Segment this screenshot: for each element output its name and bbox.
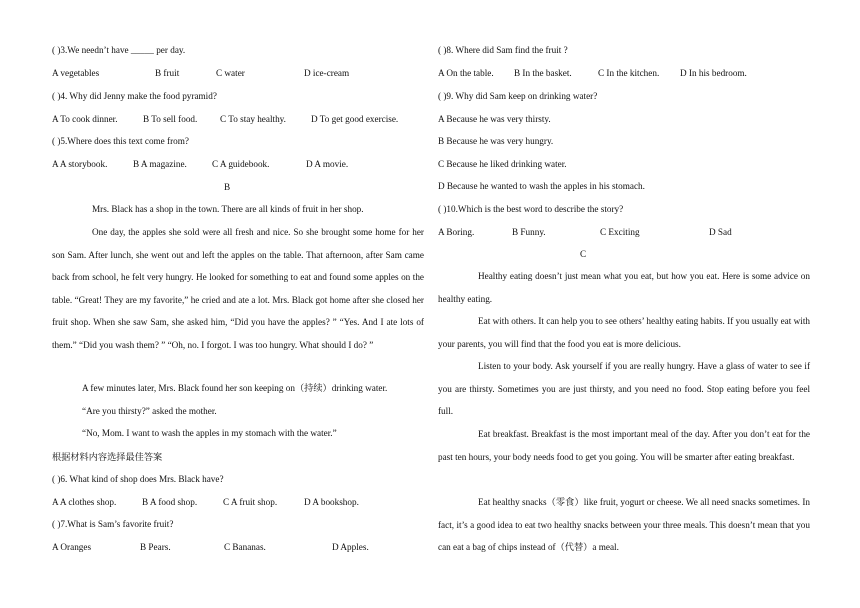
question-4-option-c: C To stay healthy. bbox=[220, 114, 286, 124]
story-paragraph-4: “Are you thirsty?” asked the mother. bbox=[82, 406, 217, 416]
story-paragraph-5: “No, Mom. I want to wash the apples in my stomach with the water.” bbox=[82, 428, 337, 438]
question-3-option-a: A vegetables bbox=[52, 68, 100, 78]
question-7-option-c: C Bananas. bbox=[224, 542, 266, 552]
question-7-stem: ( )7.What is Sam’s favorite fruit? bbox=[52, 519, 174, 529]
text-c-paragraph-3: Listen to your body. Ask yourself if you are really hungry. Have a glass of water to see if you are thirsty. Sometimes you are just thirsty, and you need no food. Stop eating before you feel full. bbox=[438, 361, 810, 417]
question-7-option-b: B Pears. bbox=[140, 542, 171, 552]
question-8-option-c: C In the kitchen. bbox=[598, 68, 660, 78]
question-3-option-c: C water bbox=[216, 68, 245, 78]
question-10-option-b: B Funny. bbox=[512, 227, 546, 237]
question-9-option-d: D Because he wanted to wash the apples in his stomach. bbox=[438, 181, 645, 191]
question-9-stem: ( )9. Why did Sam keep on drinking water? bbox=[438, 91, 598, 101]
question-9-option-c: C Because he liked drinking water. bbox=[438, 159, 567, 169]
story-paragraph-2: One day, the apples she sold were all fresh and nice. So she brought some home for her son Sam. After lunch, she went out and left the apples on the table. That afternoon, after Sam came back from school, he felt very hungry. He looked for something to eat and found some apples on the table. “Great! They are my favorite,” he cried and ate a lot. Mrs. Black got home after she closed her fruit shop. When she saw Sam, she asked him, “Did you have the apples? ” “Yes. And I ate lots of them.” “Did you wash them? ” “Oh, no. I forgot. I was too hungry. What should I do? ” bbox=[52, 227, 424, 350]
text-c-paragraph-2: Eat with others. It can help you to see others’ healthy eating habits. If you usually eat with your parents, you will find that the food you eat is more delicious. bbox=[438, 316, 810, 349]
question-6-option-c: C A fruit shop. bbox=[223, 497, 278, 507]
question-4-stem: ( )4. Why did Jenny make the food pyramid? bbox=[52, 91, 217, 101]
section-b-heading: B bbox=[224, 182, 231, 192]
question-10-option-a: A Boring. bbox=[438, 227, 475, 237]
question-6-option-a: A A clothes shop. bbox=[52, 497, 117, 507]
question-10-stem: ( )10.Which is the best word to describe the story? bbox=[438, 204, 624, 214]
question-8-option-b: B In the basket. bbox=[514, 68, 572, 78]
question-4-option-b: B To sell food. bbox=[143, 114, 198, 124]
question-5-option-c: C A guidebook. bbox=[212, 159, 270, 169]
question-5-option-d: D A movie. bbox=[306, 159, 349, 169]
question-8-stem: ( )8. Where did Sam find the fruit ? bbox=[438, 45, 568, 55]
question-9-option-a: A Because he was very thirsty. bbox=[438, 114, 551, 124]
question-5-option-b: B A magazine. bbox=[133, 159, 187, 169]
question-4-option-d: D To get good exercise. bbox=[311, 114, 399, 124]
question-8-option-d: D In his bedroom. bbox=[680, 68, 747, 78]
instruction-text: 根据材料内容选择最佳答案 bbox=[52, 452, 163, 462]
question-8-option-a: A On the table. bbox=[438, 68, 494, 78]
question-9-option-b: B Because he was very hungry. bbox=[438, 136, 554, 146]
text-c-paragraph-4: Eat breakfast. Breakfast is the most important meal of the day. After you don’t eat for the past ten hours, your body needs food to get you going. You will be smarter after eating breakfast. bbox=[438, 429, 810, 462]
text-c-paragraph-5: Eat healthy snacks（零食）like fruit, yogurt or cheese. We all need snacks sometimes. In fact, it’s a good idea to eat two healthy snacks between your three meals. This doesn’t mean that you can eat a bag of chips instead of（代替）a meal. bbox=[438, 497, 810, 553]
question-10-option-d: D Sad bbox=[709, 227, 732, 237]
question-3-stem: ( )3.We needn’t have _____ per day. bbox=[52, 45, 186, 55]
section-c-heading: C bbox=[580, 249, 587, 259]
question-5-option-a: A A storybook. bbox=[52, 159, 108, 169]
story-paragraph-3: A few minutes later, Mrs. Black found her son keeping on（持续）drinking water. bbox=[82, 383, 388, 393]
question-7-option-a: A Oranges bbox=[52, 542, 92, 552]
question-7-option-d: D Apples. bbox=[332, 542, 369, 552]
text-c-paragraph-1: Healthy eating doesn’t just mean what you eat, but how you eat. Here is some advice on healthy eating. bbox=[438, 271, 810, 304]
question-5-stem: ( )5.Where does this text come from? bbox=[52, 136, 189, 146]
question-10-option-c: C Exciting bbox=[600, 227, 640, 237]
question-6-option-b: B A food shop. bbox=[142, 497, 198, 507]
question-4-option-a: A To cook dinner. bbox=[52, 114, 118, 124]
question-6-option-d: D A bookshop. bbox=[304, 497, 359, 507]
question-6-stem: ( )6. What kind of shop does Mrs. Black have? bbox=[52, 474, 224, 484]
story-paragraph-1: Mrs. Black has a shop in the town. There are all kinds of fruit in her shop. bbox=[92, 204, 364, 214]
question-3-option-d: D ice-cream bbox=[304, 68, 350, 78]
question-3-option-b: B fruit bbox=[155, 68, 180, 78]
